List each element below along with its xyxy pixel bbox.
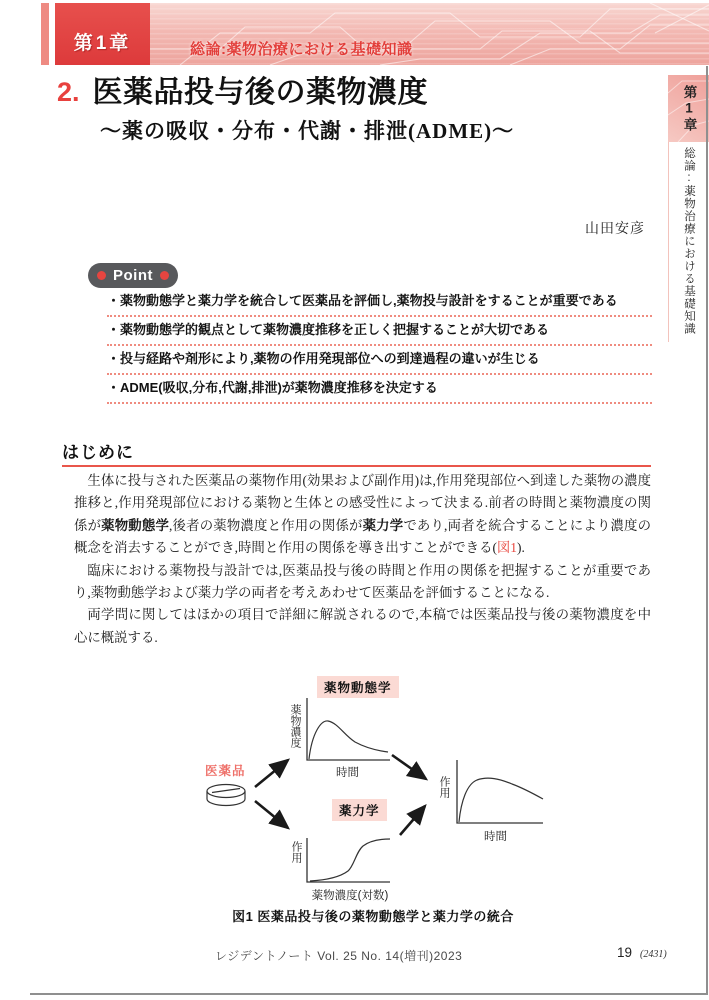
chapter-title-label: 総論:薬物治療における基礎知識 [190,41,413,58]
article-title: 医薬品投与後の薬物濃度 [92,76,429,109]
point-item: ・薬物動態学と薬力学を統合して医薬品を評価し,薬物投与設計をすることが重要である [107,290,652,317]
point-dot-left-icon [97,271,106,280]
page-number-cumulative: (2431) [640,949,667,960]
intro-body [74,470,651,649]
paragraph-2: 臨床における薬物投与設計では,医薬品投与後の時間と作用の関係を把握することが重要であり,薬物動態学および薬力学の両者を考えあわせて医薬品を評価することになる. [74,562,651,601]
side-tab-chapter-label: 第1章 [681,84,697,133]
side-tab-chapter [668,75,709,142]
point-item: ・ADME(吸収,分布,代謝,排泄)が薬物濃度推移を決定する [107,377,652,404]
outcome-ylabel: 作用 [438,776,450,798]
spine-strip [41,3,49,65]
point-badge-label: Point [113,267,153,284]
point-item: ・投与経路や剤形により,薬物の作用発現部位への到達過程の違いが生じる [107,348,652,375]
point-list [107,290,652,406]
outcome-graph [457,760,543,823]
article-title-row [57,74,428,112]
chapter-number-label: 第1章 [73,32,132,54]
paragraph-3: 両学問に関してはほかの項目で詳細に解説されるので,本稿では医薬品投与後の薬物濃度を中心に概説する. [74,607,651,645]
pd-label-box: 薬力学 [332,799,387,821]
journal-footer: レジデントノート Vol. 25 No. 14(増刊)2023 [215,949,463,963]
drug-label: 医薬品 [205,764,246,778]
pd-graph [307,838,390,882]
side-tab-title [668,142,709,342]
chapter-number-box [55,3,150,65]
section-heading: はじめに [62,443,134,462]
pill-icon [207,785,245,806]
p1-text: ,後者の薬物濃度と作用の関係が [169,517,363,533]
p1-text: 生体に投与された医薬品の薬物作用(効果および副作用)は,作用発現部位へ到達した薬物の濃度推移と,作用発現部位における薬物と生体との感受性によって決まる.前者の時間と薬物濃度の関係が [74,473,651,533]
pk-graph [307,698,390,760]
p1-text: ). [517,540,525,556]
p1-bold-pharmacodynamics: 薬力学 [362,517,404,533]
figure1-diagram-svg [150,675,570,905]
page-edge-right [706,66,708,995]
pk-label-box: 薬物動態学 [317,676,399,698]
chapter-header-banner [55,3,709,65]
p1-bold-pharmacokinetics: 薬物動態学 [101,517,170,533]
figure1-diagram [150,675,570,905]
outcome-xlabel: 時間 [484,831,507,843]
figure1-caption: 図1 医薬品投与後の薬物動態学と薬力学の統合 [232,909,514,924]
author-name: 山田安彦 [585,220,645,236]
pd-xlabel: 薬物濃度(対数) [311,890,389,902]
pk-ylabel: 薬物濃度 [289,704,301,748]
figure1-reference: 図1 [496,540,518,556]
chapter-title-banner [150,3,709,65]
article-subtitle: 〜薬の吸収・分布・代謝・排泄(ADME)〜 [100,119,515,143]
paragraph-1 [74,470,651,560]
pd-ylabel: 作用 [290,841,302,863]
p1-text: であり,両者を統合することにより濃度の概念を消去することができ,時間と作用の関係を導き出すことができる( [74,517,652,556]
page-edge-bottom [30,993,708,995]
point-dot-right-icon [160,271,169,280]
pk-xlabel: 時間 [336,767,359,779]
page-number: 19 [617,945,633,960]
side-tab-title-label: 総論:薬物治療における基礎知識 [683,147,695,335]
point-badge [88,263,178,288]
section-heading-rule [62,465,651,467]
point-item: ・薬物動態学的観点として薬物濃度推移を正しく把握することが大切である [107,319,652,346]
article-number: 2. [57,77,80,107]
